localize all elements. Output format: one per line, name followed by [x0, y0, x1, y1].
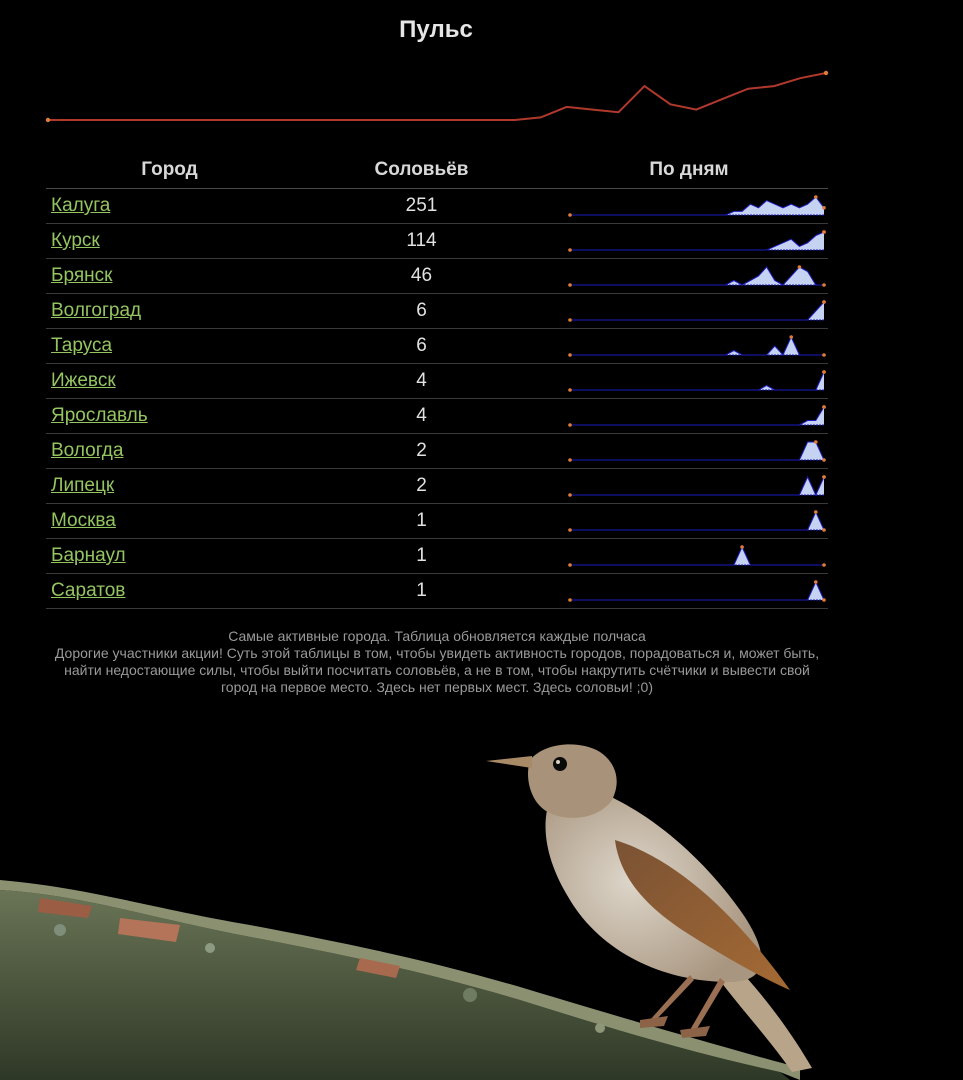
sparkline-point [822, 206, 826, 210]
sparkline-point [568, 213, 572, 217]
header-city: Город [46, 152, 293, 189]
count-cell: 251 [293, 189, 550, 224]
count-cell: 1 [293, 539, 550, 574]
city-cell [46, 504, 293, 539]
city-cell [46, 574, 293, 609]
sparkline [566, 193, 828, 219]
sparkline-point [822, 300, 826, 304]
sparkline [566, 368, 828, 394]
count-cell: 2 [293, 434, 550, 469]
sparkline-cell [550, 259, 828, 294]
count-cell: 4 [293, 399, 550, 434]
sparkline-point [814, 510, 818, 514]
sparkline-line [570, 547, 824, 565]
bird-eye [553, 757, 567, 771]
sparkline-point [568, 493, 572, 497]
sparkline-cell [550, 539, 828, 574]
sparkline [566, 333, 828, 359]
sparkline-point [814, 440, 818, 444]
sparkline-cell [550, 434, 828, 469]
sparkline-point [822, 528, 826, 532]
sparkline-cell [550, 189, 828, 224]
bird-head [528, 744, 617, 817]
city-cell [46, 434, 293, 469]
note-message: Дорогие участники акции! Суть этой таблицы в том, чтобы увидеть активность городов, порадоваться и, может быть, найти недостающие силы, чтобы выйти посчитать соловьёв, а не в том, чтобы накрутить счётчики и вывести свой город на первое место. Здесь нет первых мест. Здесь соловьи! ;0) [54, 645, 820, 695]
count-cell: 4 [293, 364, 550, 399]
sparkline-line [570, 267, 824, 285]
city-link[interactable]: Саратов [51, 580, 126, 601]
sparkline-point [568, 318, 572, 322]
city-link[interactable]: Барнаул [51, 545, 126, 566]
table-row [46, 504, 828, 539]
sparkline-point [568, 353, 572, 357]
table-body [46, 189, 828, 609]
pulse-point [824, 71, 828, 75]
city-cell [46, 399, 293, 434]
sparkline-cell [550, 399, 828, 434]
sparkline-area [570, 547, 824, 565]
city-cell [46, 539, 293, 574]
count-cell: 1 [293, 574, 550, 609]
table-row [46, 329, 828, 364]
sparkline-area [570, 512, 824, 530]
sparkline-area [570, 372, 824, 390]
sparkline-cell [550, 574, 828, 609]
sparkline-point [568, 283, 572, 287]
sparkline-line [570, 372, 824, 390]
city-link[interactable]: Вологда [51, 440, 124, 461]
bird-leg [650, 975, 694, 1022]
sparkline-point [568, 388, 572, 392]
table-row [46, 259, 828, 294]
sparkline-point [568, 423, 572, 427]
city-link[interactable]: Курск [51, 230, 100, 251]
table-row [46, 294, 828, 329]
city-link[interactable]: Липецк [51, 475, 115, 496]
sparkline-point [568, 563, 572, 567]
sparkline [566, 403, 828, 429]
sparkline-cell [550, 224, 828, 259]
sparkline-point [822, 283, 826, 287]
header-count: Соловьёв [293, 152, 550, 189]
sparkline-point [822, 353, 826, 357]
count-cell: 6 [293, 294, 550, 329]
city-link[interactable]: Ярославль [51, 405, 148, 426]
sparkline-line [570, 302, 824, 320]
table-row [46, 364, 828, 399]
sparkline-point [789, 335, 793, 339]
sparkline-cell [550, 364, 828, 399]
sparkline-point [822, 598, 826, 602]
table-row [46, 399, 828, 434]
cities-table [46, 152, 828, 609]
sparkline-line [570, 512, 824, 530]
bird-leg-2 [690, 978, 725, 1032]
note-caption: Самые активные города. Таблица обновляется каждые полчаса [228, 628, 646, 644]
city-cell [46, 329, 293, 364]
sparkline-point [822, 370, 826, 374]
sparkline-area [570, 337, 824, 355]
sparkline-area [570, 407, 824, 425]
sparkline-point [798, 265, 802, 269]
sparkline [566, 508, 828, 534]
pulse-line [48, 73, 826, 120]
sparkline-point [568, 528, 572, 532]
sparkline-cell [550, 504, 828, 539]
count-cell: 114 [293, 224, 550, 259]
table-row [46, 434, 828, 469]
sparkline-line [570, 477, 824, 495]
sparkline-line [570, 582, 824, 600]
sparkline-point [822, 405, 826, 409]
city-link[interactable]: Таруса [51, 335, 113, 356]
bird-beak [486, 756, 532, 768]
sparkline-point [822, 458, 826, 462]
sparkline [566, 578, 828, 604]
sparkline-area [570, 442, 824, 460]
sparkline-point [814, 195, 818, 199]
city-cell [46, 259, 293, 294]
sparkline [566, 473, 828, 499]
sparkline [566, 228, 828, 254]
table-row [46, 189, 828, 224]
sparkline-area [570, 582, 824, 600]
sparkline-point [822, 563, 826, 567]
table-row [46, 539, 828, 574]
count-cell: 46 [293, 259, 550, 294]
sparkline-point [568, 248, 572, 252]
table-header-row [46, 152, 828, 189]
sparkline [566, 543, 828, 569]
sparkline-cell [550, 294, 828, 329]
sparkline-line [570, 407, 824, 425]
city-cell [46, 294, 293, 329]
sparkline-area [570, 302, 824, 320]
table-row [46, 574, 828, 609]
sparkline [566, 438, 828, 464]
sparkline-cell [550, 469, 828, 504]
header-days: По дням [550, 152, 828, 189]
city-link[interactable]: Калуга [51, 195, 111, 216]
page-title: Пульс [399, 16, 473, 43]
pulse-chart [44, 64, 830, 124]
count-cell: 1 [293, 504, 550, 539]
city-cell [46, 469, 293, 504]
table-row [46, 469, 828, 504]
sparkline [566, 298, 828, 324]
city-cell [46, 224, 293, 259]
count-cell: 2 [293, 469, 550, 504]
sparkline-cell [550, 329, 828, 364]
city-cell [46, 364, 293, 399]
city-link[interactable]: Москва [51, 510, 116, 531]
city-link[interactable]: Брянск [51, 265, 113, 286]
nightingale-photo [0, 720, 963, 1080]
sparkline-point [568, 598, 572, 602]
sparkline-area [570, 477, 824, 495]
info-note [46, 628, 828, 696]
table-row [46, 224, 828, 259]
city-link[interactable]: Волгоград [51, 300, 142, 321]
count-cell: 6 [293, 329, 550, 364]
sparkline-point [568, 458, 572, 462]
city-link[interactable]: Ижевск [51, 370, 116, 391]
sparkline [566, 263, 828, 289]
city-cell [46, 189, 293, 224]
sparkline-point [822, 475, 826, 479]
pulse-point [46, 118, 50, 122]
sparkline-point [740, 545, 744, 549]
sparkline-point [822, 230, 826, 234]
sparkline-point [814, 580, 818, 584]
sparkline-line [570, 442, 824, 460]
